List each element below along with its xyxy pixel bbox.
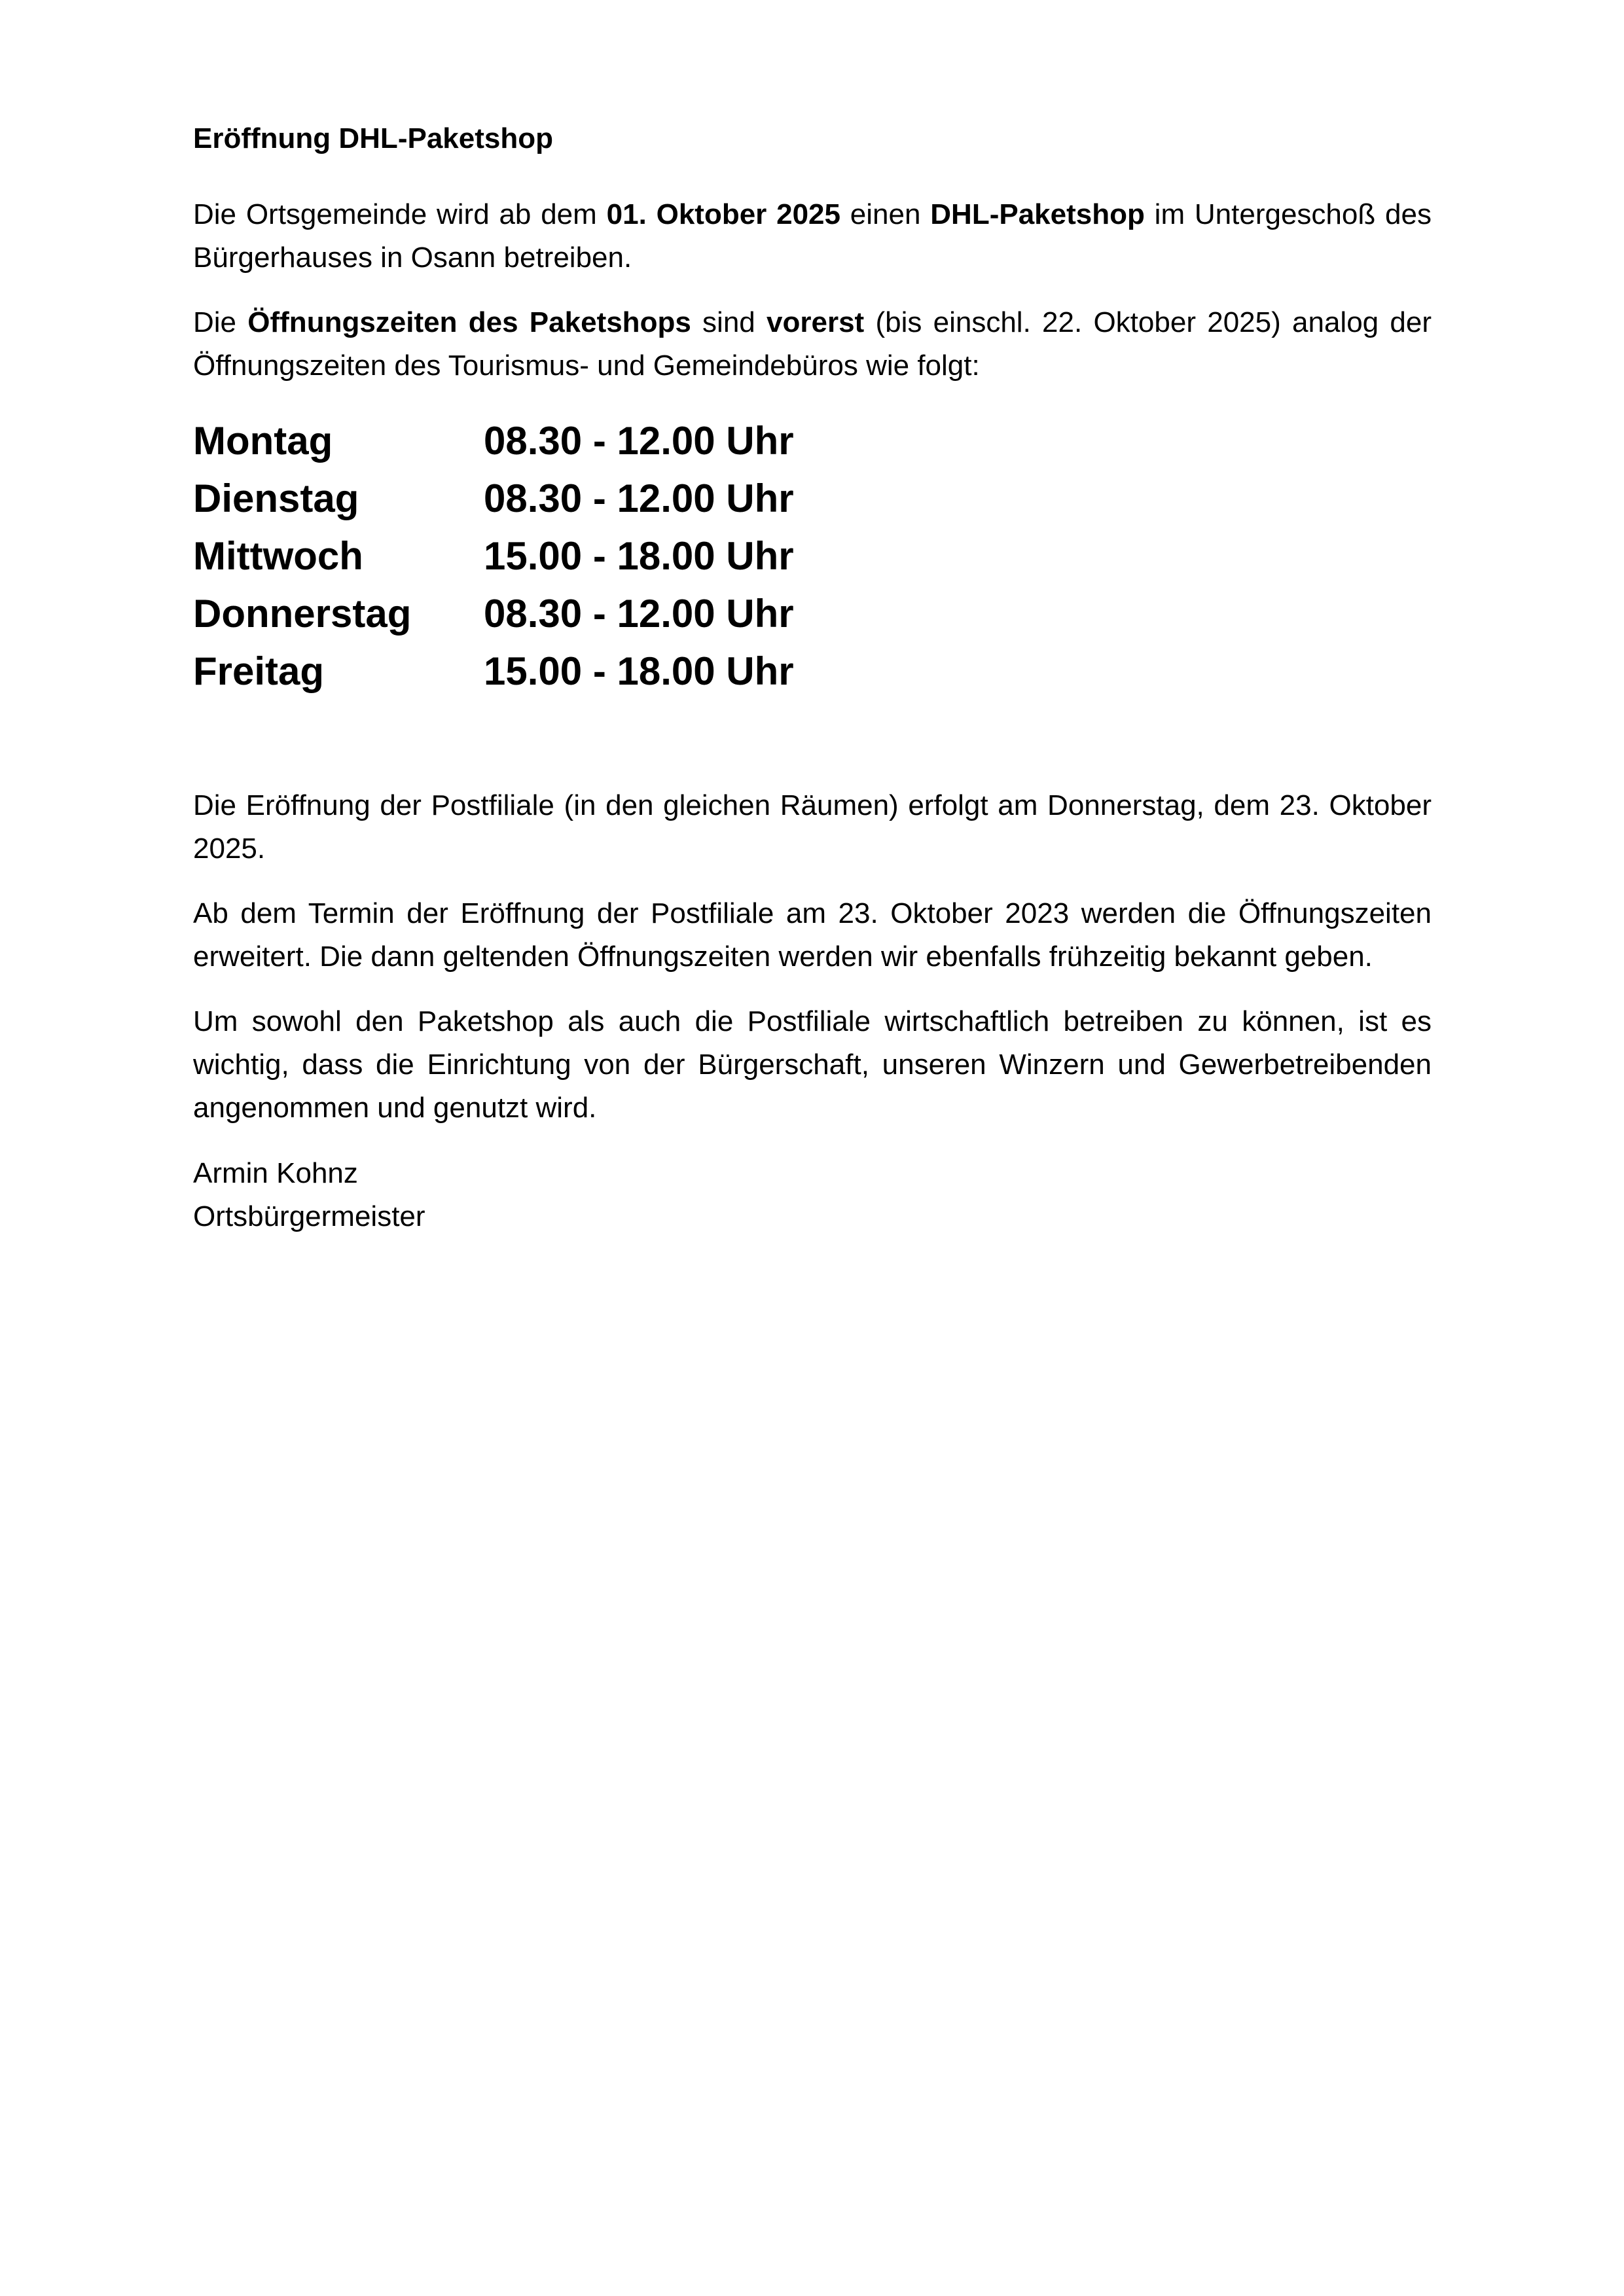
signature-name: Armin Kohnz: [193, 1157, 358, 1189]
hours-intro-paragraph: [193, 301, 1432, 387]
hours-intro-text-3: (bis einschl. 22. Oktober 2025) analog der Öffnungszeiten des Tourismus- und Gemeindebüros wie folgt:: [193, 306, 1432, 382]
document-title: Eröffnung DHL-Paketshop: [193, 122, 553, 154]
opening-hours-table: [193, 412, 979, 700]
hours-row-wednesday: [193, 528, 979, 585]
hours-intro-text-1: Die: [193, 306, 248, 338]
signature-role: Ortsbürgermeister: [193, 1200, 425, 1232]
hours-day: Mittwoch: [193, 534, 363, 578]
hours-time: 15.00 - 18.00 Uhr: [484, 534, 794, 578]
appeal-paragraph: Um sowohl den Paketshop als auch die Postfiliale wirtschaftlich betreiben zu können, ist es wichtig, dass die Einrichtung von der Bürgerschaft, unseren Winzern und Gewerbetreibenden angenommen und genutzt wird.: [193, 1005, 1432, 1124]
intro-text-2: einen: [840, 198, 931, 230]
hours-row-tuesday: [193, 470, 979, 528]
hours-time: 08.30 - 12.00 Uhr: [484, 419, 794, 463]
postfiliale-paragraph: Die Eröffnung der Postfiliale (in den gleichen Räumen) erfolgt am Donnerstag, dem 23. Oktober 2025.: [193, 789, 1432, 865]
extended-hours-paragraph: Ab dem Termin der Eröffnung der Postfiliale am 23. Oktober 2023 werden die Öffnungszeiten erweitert. Die dann geltenden Öffnungszeiten werden wir ebenfalls frühzeitig bekannt geben.: [193, 897, 1432, 973]
opening-date: 01. Oktober 2025: [606, 198, 840, 230]
hours-time: 08.30 - 12.00 Uhr: [484, 592, 794, 636]
hours-row-friday: [193, 643, 979, 700]
hours-intro-bold-1: Öffnungszeiten des Paketshops: [247, 306, 691, 338]
hours-day: Montag: [193, 419, 333, 463]
hours-day: Donnerstag: [193, 592, 412, 636]
hours-time: 15.00 - 18.00 Uhr: [484, 649, 794, 693]
shop-name: DHL-Paketshop: [930, 198, 1145, 230]
hours-time: 08.30 - 12.00 Uhr: [484, 476, 794, 520]
hours-intro-bold-2: vorerst: [767, 306, 865, 338]
hours-intro-text-2: sind: [691, 306, 767, 338]
hours-day: Freitag: [193, 649, 325, 693]
intro-paragraph: [193, 193, 1432, 279]
hours-day: Dienstag: [193, 476, 359, 520]
hours-row-monday: [193, 412, 979, 470]
intro-text-3: im Untergeschoß des Bürgerhauses in Osann betreiben.: [193, 198, 1432, 274]
hours-row-thursday: [193, 585, 979, 643]
intro-text-1: Die Ortsgemeinde wird ab dem: [193, 198, 607, 230]
